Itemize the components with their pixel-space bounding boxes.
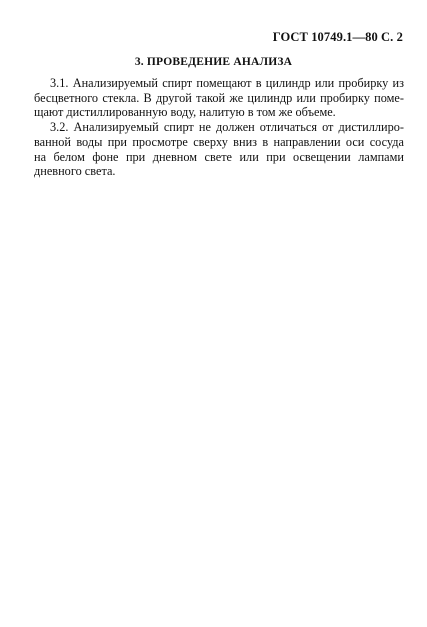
paragraph-line: ванной воды при просмотре сверху вниз в направлении оси сосуда <box>34 134 404 149</box>
paragraph-line: дневного света. <box>34 164 116 179</box>
paragraph-line: бесцветного стекла. В другой такой же цилиндр или пробирку поме- <box>34 90 404 105</box>
section-body <box>34 76 404 179</box>
paragraph-3-2 <box>34 120 404 179</box>
paragraph-3-1 <box>34 76 404 120</box>
paragraph-line: 3.1. Анализируемый спирт помещают в цилиндр или пробирку из <box>50 76 404 90</box>
page-header-standard: ГОСТ 10749.1—80 С. 2 <box>272 30 403 44</box>
paragraph-line: на белом фоне при дневном свете или при освещении лампами <box>34 149 404 164</box>
paragraph-line: щают дистиллированную воду, налитую в том же объеме. <box>34 105 336 120</box>
paragraph-line: 3.2. Анализируемый спирт не должен отличаться от дистиллиро- <box>50 120 404 135</box>
section-title: 3. ПРОВЕДЕНИЕ АНАЛИЗА <box>134 56 293 68</box>
